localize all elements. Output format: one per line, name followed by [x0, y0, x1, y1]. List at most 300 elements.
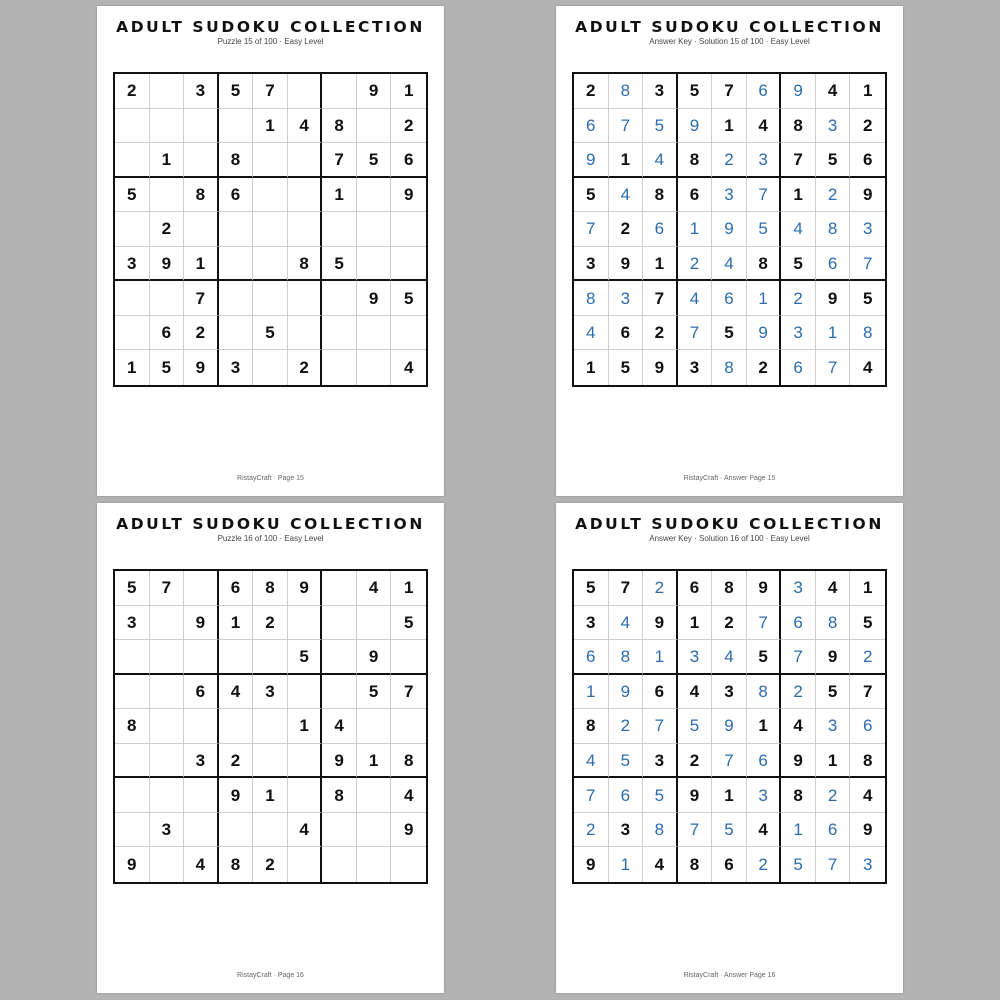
given-digit-cell: 5 [150, 350, 185, 385]
empty-cell [391, 640, 426, 675]
solution-digit-cell: 3 [678, 640, 713, 675]
given-digit-cell: 8 [678, 143, 713, 178]
empty-cell [322, 74, 357, 109]
given-digit-cell: 5 [712, 316, 747, 351]
given-digit-cell: 3 [184, 74, 219, 109]
empty-cell [322, 813, 357, 848]
given-digit-cell: 6 [609, 316, 644, 351]
empty-cell [219, 281, 254, 316]
given-digit-cell: 8 [322, 778, 357, 813]
empty-cell [253, 350, 288, 385]
empty-cell [184, 571, 219, 606]
empty-cell [150, 109, 185, 144]
solution-digit-cell: 2 [781, 281, 816, 316]
given-digit-cell: 5 [253, 316, 288, 351]
empty-cell [357, 606, 392, 641]
given-digit-cell: 4 [816, 74, 851, 109]
solution-digit-cell: 6 [574, 109, 609, 144]
given-digit-cell: 6 [219, 571, 254, 606]
given-digit-cell: 5 [357, 675, 392, 710]
given-digit-cell: 4 [219, 675, 254, 710]
given-digit-cell: 7 [150, 571, 185, 606]
empty-cell [253, 178, 288, 213]
given-digit-cell: 5 [357, 143, 392, 178]
solution-digit-cell: 7 [643, 709, 678, 744]
solution-digit-cell: 3 [747, 143, 782, 178]
given-digit-cell: 4 [862, 358, 873, 378]
given-digit-cell: 1 [574, 350, 609, 385]
solution-digit-cell: 3 [816, 709, 851, 744]
given-digit-cell: 4 [288, 109, 323, 144]
solution-digit-cell: 8 [574, 281, 609, 316]
empty-cell [150, 778, 185, 813]
empty-cell [357, 350, 392, 385]
solution-digit-cell: 7 [850, 247, 885, 282]
given-digit-cell: 3 [115, 247, 150, 282]
empty-cell [150, 606, 185, 641]
empty-cell [115, 675, 150, 710]
given-digit-cell: 1 [712, 109, 747, 144]
given-digit-cell: 9 [357, 281, 392, 316]
given-digit-cell: 5 [850, 606, 885, 641]
given-digit-cell: 8 [219, 847, 254, 882]
empty-cell [253, 813, 288, 848]
given-digit-cell: 2 [609, 212, 644, 247]
solution-digit-cell: 2 [678, 247, 713, 282]
given-digit-cell: 3 [184, 744, 219, 779]
solution-digit-cell: 5 [712, 813, 747, 848]
given-digit-cell: 7 [781, 143, 816, 178]
page-title: ADULT SUDOKU COLLECTION [575, 515, 884, 533]
empty-cell [219, 640, 254, 675]
solution-digit-cell: 8 [850, 316, 885, 351]
solution-digit-cell: 4 [781, 212, 816, 247]
empty-cell [288, 778, 323, 813]
empty-cell [184, 709, 219, 744]
solution-digit-cell: 2 [643, 571, 678, 606]
given-digit-cell: 4 [747, 813, 782, 848]
given-digit-cell: 1 [678, 606, 713, 641]
solution-digit-cell: 6 [816, 813, 851, 848]
empty-cell [288, 143, 323, 178]
empty-cell [184, 640, 219, 675]
solution-digit-cell: 3 [850, 212, 885, 247]
solution-digit-cell: 5 [643, 109, 678, 144]
given-digit-cell: 1 [391, 74, 426, 109]
given-digit-cell: 8 [115, 709, 150, 744]
given-digit-cell: 9 [288, 571, 323, 606]
empty-cell [150, 178, 185, 213]
given-digit-cell: 7 [184, 281, 219, 316]
solution-digit-cell: 1 [678, 212, 713, 247]
given-digit-cell: 9 [184, 606, 219, 641]
empty-cell [253, 143, 288, 178]
given-digit-cell: 3 [115, 606, 150, 641]
solution-digit-cell: 2 [609, 709, 644, 744]
given-digit-cell: 2 [288, 350, 323, 385]
solution-digit-cell: 8 [609, 74, 644, 109]
empty-cell [357, 212, 392, 247]
empty-cell [150, 709, 185, 744]
empty-cell [357, 847, 392, 882]
page-subtitle: Puzzle 15 of 100 · Easy Level [217, 37, 324, 46]
solution-digit-cell: 7 [816, 847, 851, 882]
empty-cell [322, 350, 357, 385]
empty-cell [288, 212, 323, 247]
given-digit-cell: 5 [781, 247, 816, 282]
empty-cell [288, 675, 323, 710]
empty-cell [150, 675, 185, 710]
empty-cell [219, 247, 254, 282]
given-digit-cell: 5 [609, 350, 644, 385]
given-digit-cell: 5 [574, 571, 609, 606]
puzzle-page-15 [97, 6, 444, 496]
empty-cell [184, 813, 219, 848]
empty-cell [288, 281, 323, 316]
given-digit-cell: 5 [850, 281, 885, 316]
empty-cell [253, 247, 288, 282]
given-digit-cell: 2 [184, 316, 219, 351]
given-digit-cell: 2 [678, 744, 713, 779]
given-digit-cell: 8 [747, 247, 782, 282]
given-digit-cell: 6 [643, 675, 678, 710]
solution-digit-cell: 8 [816, 606, 851, 641]
given-digit-cell: 3 [643, 744, 678, 779]
empty-cell [288, 847, 323, 882]
given-digit-cell: 1 [609, 143, 644, 178]
empty-cell [150, 74, 185, 109]
empty-cell [150, 744, 185, 779]
given-digit-cell: 9 [357, 74, 392, 109]
page-footer: RistayCraft · Page 15 [237, 475, 304, 482]
given-digit-cell: 8 [781, 109, 816, 144]
empty-cell [391, 847, 426, 882]
given-digit-cell: 2 [253, 606, 288, 641]
solution-digit-cell: 1 [781, 813, 816, 848]
solution-digit-cell: 7 [678, 316, 713, 351]
given-digit-cell: 6 [184, 675, 219, 710]
given-digit-cell: 2 [150, 212, 185, 247]
given-digit-cell: 6 [219, 178, 254, 213]
solution-digit-cell: 6 [643, 212, 678, 247]
solution-digit-cell: 2 [574, 813, 609, 848]
given-digit-cell: 3 [574, 247, 609, 282]
given-digit-cell: 2 [115, 74, 150, 109]
solution-digit-cell: 7 [609, 109, 644, 144]
empty-cell [184, 212, 219, 247]
empty-cell [391, 247, 426, 282]
given-digit-cell: 8 [712, 571, 747, 606]
given-digit-cell: 2 [643, 316, 678, 351]
solution-digit-cell: 9 [712, 709, 747, 744]
empty-cell [357, 813, 392, 848]
given-digit-cell: 5 [574, 178, 609, 213]
empty-cell [357, 109, 392, 144]
given-digit-cell: 9 [391, 178, 426, 213]
given-digit-cell: 7 [850, 675, 885, 710]
solution-digit-cell: 5 [747, 212, 782, 247]
empty-cell [150, 847, 185, 882]
solution-digit-cell: 6 [574, 640, 609, 675]
given-digit-cell: 3 [678, 350, 713, 385]
solution-digit-cell: 7 [574, 778, 609, 813]
solution-digit-cell: 6 [747, 74, 782, 109]
given-digit-cell: 9 [150, 247, 185, 282]
given-digit-cell: 9 [850, 178, 885, 213]
empty-cell [322, 212, 357, 247]
given-digit-cell: 4 [781, 709, 816, 744]
solution-digit-cell: 6 [609, 778, 644, 813]
solution-digit-cell: 1 [747, 281, 782, 316]
solution-digit-cell: 8 [712, 350, 747, 385]
given-digit-cell: 7 [322, 143, 357, 178]
given-digit-cell: 1 [184, 247, 219, 282]
empty-cell [219, 709, 254, 744]
solution-digit-cell: 1 [574, 675, 609, 710]
empty-cell [184, 109, 219, 144]
empty-cell [288, 316, 323, 351]
empty-cell [115, 640, 150, 675]
given-digit-cell: 2 [391, 109, 426, 144]
solution-digit-cell: 9 [781, 74, 816, 109]
solution-digit-cell: 4 [678, 281, 713, 316]
given-digit-cell: 7 [609, 571, 644, 606]
sudoku-solution-grid [572, 72, 887, 387]
empty-cell [115, 744, 150, 779]
empty-cell [219, 813, 254, 848]
given-digit-cell: 8 [781, 778, 816, 813]
page-footer: RistayCraft · Page 16 [237, 972, 304, 979]
empty-cell [184, 143, 219, 178]
given-digit-cell: 7 [253, 74, 288, 109]
given-digit-cell: 4 [850, 778, 885, 813]
given-digit-cell: 8 [678, 847, 713, 882]
given-digit-cell: 9 [115, 847, 150, 882]
given-digit-cell: 1 [712, 778, 747, 813]
given-digit-cell: 5 [816, 143, 851, 178]
given-digit-cell: 2 [747, 350, 782, 385]
given-digit-cell: 5 [391, 606, 426, 641]
solution-digit-cell: 8 [643, 813, 678, 848]
solution-digit-cell: 5 [678, 709, 713, 744]
given-digit-cell: 5 [288, 640, 323, 675]
empty-cell [219, 316, 254, 351]
given-digit-cell: 1 [781, 178, 816, 213]
given-digit-cell: 1 [115, 350, 150, 385]
solution-digit-cell: 6 [781, 350, 816, 385]
empty-cell [357, 178, 392, 213]
given-digit-cell: 9 [609, 247, 644, 282]
given-digit-cell: 6 [678, 571, 713, 606]
solution-digit-cell: 2 [816, 178, 851, 213]
empty-cell [391, 316, 426, 351]
given-digit-cell: 1 [850, 74, 885, 109]
given-digit-cell: 3 [219, 350, 254, 385]
given-digit-cell: 1 [288, 709, 323, 744]
given-digit-cell: 8 [288, 247, 323, 282]
given-digit-cell: 7 [643, 281, 678, 316]
given-digit-cell: 4 [288, 813, 323, 848]
given-digit-cell: 1 [253, 778, 288, 813]
solution-digit-cell: 7 [747, 606, 782, 641]
given-digit-cell: 3 [712, 675, 747, 710]
given-digit-cell: 8 [253, 571, 288, 606]
empty-cell [288, 74, 323, 109]
given-digit-cell: 1 [322, 178, 357, 213]
empty-cell [115, 109, 150, 144]
empty-cell [150, 281, 185, 316]
solution-digit-cell: 7 [712, 744, 747, 779]
empty-cell [115, 813, 150, 848]
given-digit-cell: 4 [643, 847, 678, 882]
empty-cell [357, 247, 392, 282]
given-digit-cell: 2 [574, 74, 609, 109]
solution-digit-cell: 4 [643, 143, 678, 178]
empty-cell [322, 847, 357, 882]
given-digit-cell: 9 [643, 350, 678, 385]
given-digit-cell: 1 [357, 744, 392, 779]
given-digit-cell: 7 [712, 74, 747, 109]
page-footer: RistayCraft · Answer Page 16 [683, 972, 776, 979]
empty-cell [322, 640, 357, 675]
given-digit-cell: 3 [643, 74, 678, 109]
solution-digit-cell: 3 [747, 778, 782, 813]
given-digit-cell: 6 [850, 143, 885, 178]
given-digit-cell: 9 [219, 778, 254, 813]
given-digit-cell: 9 [678, 778, 713, 813]
solution-digit-cell: 2 [781, 675, 816, 710]
empty-cell [184, 778, 219, 813]
solution-digit-cell: 8 [747, 675, 782, 710]
empty-cell [288, 744, 323, 779]
empty-cell [357, 709, 392, 744]
given-digit-cell: 5 [391, 281, 426, 316]
page-subtitle: Puzzle 16 of 100 · Easy Level [217, 534, 324, 543]
given-digit-cell: 8 [643, 178, 678, 213]
given-digit-cell: 1 [643, 247, 678, 282]
solution-digit-cell: 4 [609, 178, 644, 213]
solution-digit-cell: 7 [781, 640, 816, 675]
given-digit-cell: 9 [357, 640, 392, 675]
solution-digit-cell: 1 [643, 640, 678, 675]
given-digit-cell: 9 [391, 813, 426, 848]
empty-cell [322, 316, 357, 351]
solution-digit-cell: 8 [816, 212, 851, 247]
given-digit-cell: 5 [115, 178, 150, 213]
given-digit-cell: 3 [574, 606, 609, 641]
given-digit-cell: 5 [816, 675, 851, 710]
given-digit-cell: 8 [574, 709, 609, 744]
solution-digit-cell: 3 [781, 571, 816, 606]
given-digit-cell: 5 [219, 74, 254, 109]
given-digit-cell: 5 [322, 247, 357, 282]
given-digit-cell: 9 [184, 350, 219, 385]
solution-digit-cell: 9 [609, 675, 644, 710]
given-digit-cell: 6 [391, 143, 426, 178]
empty-cell [391, 212, 426, 247]
empty-cell [115, 143, 150, 178]
solution-digit-cell: 6 [712, 281, 747, 316]
solution-digit-cell: 7 [574, 212, 609, 247]
given-digit-cell: 9 [850, 813, 885, 848]
empty-cell [115, 316, 150, 351]
empty-cell [115, 281, 150, 316]
empty-cell [253, 744, 288, 779]
page-title: ADULT SUDOKU COLLECTION [116, 18, 425, 36]
solution-digit-cell: 9 [712, 212, 747, 247]
given-digit-cell: 2 [219, 744, 254, 779]
solution-digit-cell: 4 [574, 316, 609, 351]
solution-digit-cell: 4 [712, 247, 747, 282]
given-digit-cell: 3 [150, 813, 185, 848]
solution-digit-cell: 7 [678, 813, 713, 848]
given-digit-cell: 9 [643, 606, 678, 641]
empty-cell [150, 640, 185, 675]
solution-digit-cell: 2 [816, 778, 851, 813]
page-title: ADULT SUDOKU COLLECTION [575, 18, 884, 36]
given-digit-cell: 4 [322, 709, 357, 744]
empty-cell [219, 109, 254, 144]
given-digit-cell: 1 [150, 143, 185, 178]
answer-page-16 [556, 503, 903, 993]
given-digit-cell: 4 [391, 778, 426, 813]
empty-cell [253, 640, 288, 675]
page-subtitle: Answer Key · Solution 15 of 100 · Easy Level [649, 37, 810, 46]
given-digit-cell: 7 [391, 675, 426, 710]
empty-cell [322, 281, 357, 316]
given-digit-cell: 4 [357, 571, 392, 606]
given-digit-cell: 9 [322, 744, 357, 779]
given-digit-cell: 3 [253, 675, 288, 710]
solution-digit-cell: 6 [850, 709, 885, 744]
empty-cell [322, 675, 357, 710]
empty-cell [115, 212, 150, 247]
solution-digit-cell: 7 [816, 350, 851, 385]
given-digit-cell: 9 [781, 744, 816, 779]
solution-digit-cell: 9 [747, 316, 782, 351]
given-digit-cell: 5 [678, 74, 713, 109]
empty-cell [391, 709, 426, 744]
given-digit-cell: 8 [391, 744, 426, 779]
empty-cell [115, 778, 150, 813]
solution-digit-cell: 9 [678, 109, 713, 144]
given-digit-cell: 8 [219, 143, 254, 178]
given-digit-cell: 5 [747, 640, 782, 675]
solution-digit-cell: 6 [781, 606, 816, 641]
solution-digit-cell: 3 [816, 109, 851, 144]
given-digit-cell: 4 [403, 358, 414, 378]
given-digit-cell: 8 [850, 744, 885, 779]
given-digit-cell: 9 [747, 571, 782, 606]
solution-digit-cell: 3 [862, 855, 873, 875]
given-digit-cell: 5 [115, 571, 150, 606]
solution-digit-cell: 2 [747, 847, 782, 882]
given-digit-cell: 9 [816, 281, 851, 316]
solution-digit-cell: 8 [609, 640, 644, 675]
given-digit-cell: 1 [816, 744, 851, 779]
page-title: ADULT SUDOKU COLLECTION [116, 515, 425, 533]
given-digit-cell: 4 [816, 571, 851, 606]
given-digit-cell: 1 [391, 571, 426, 606]
sudoku-solution-grid [572, 569, 887, 884]
given-digit-cell: 8 [322, 109, 357, 144]
empty-cell [219, 212, 254, 247]
solution-digit-cell: 6 [747, 744, 782, 779]
given-digit-cell: 1 [747, 709, 782, 744]
answer-page-15 [556, 6, 903, 496]
given-digit-cell: 9 [816, 640, 851, 675]
solution-digit-cell: 5 [781, 847, 816, 882]
